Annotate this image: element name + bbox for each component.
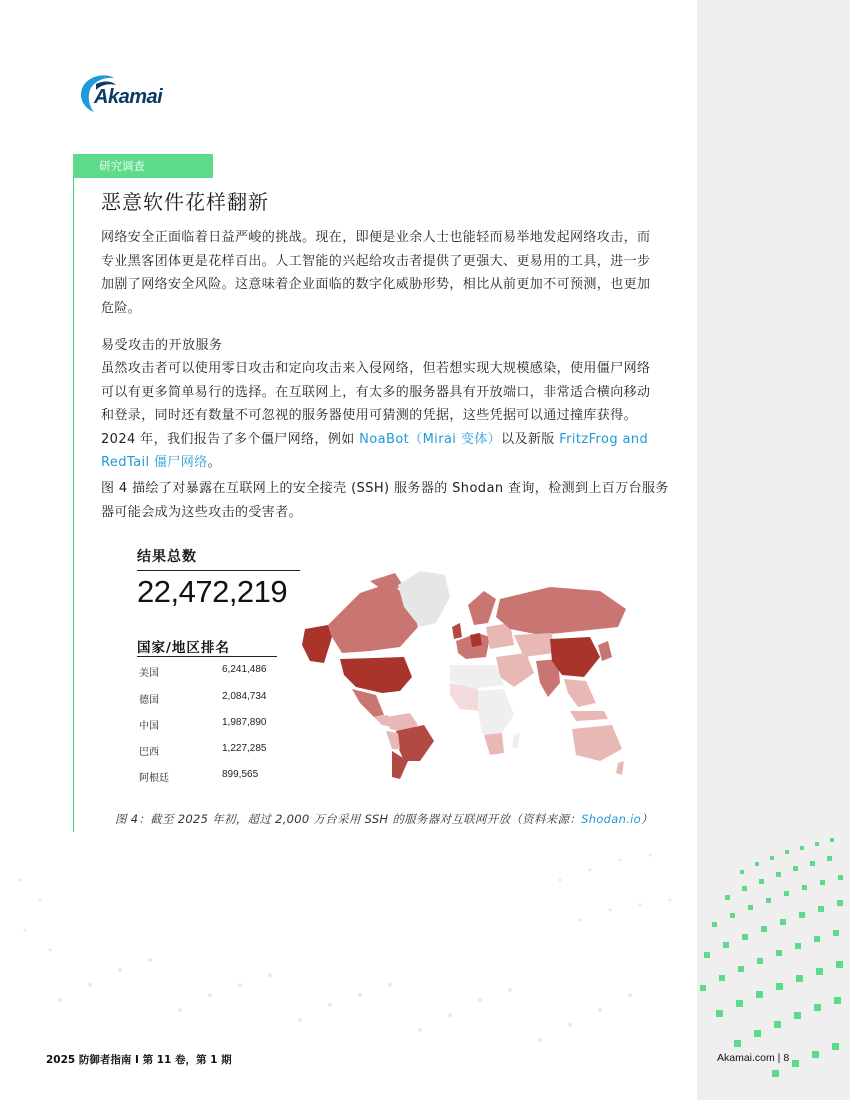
- map-australia: [572, 725, 622, 761]
- body-line-4: [101, 428, 673, 452]
- country-value: 1,227,285: [222, 743, 267, 754]
- intro-line-1: 网络安全正面临着日益严峻的挑战。现在，即便是业余人士也能轻而易举地发起网络攻击，而: [101, 230, 651, 245]
- country-value: 2,084,734: [222, 691, 267, 702]
- country-ranking-label: 国家/地区排名: [137, 640, 230, 656]
- body-line-3: 和登录，同时还有数量不可忽视的服务器使用可猜测的凭据，这些凭据可以通过撞库获得。: [101, 408, 638, 423]
- figure-intro-line-1: 图 4 描绘了对暴露在互联网上的安全接壳 (SSH) 服务器的 Shodan 查询，检测到上百万台服务: [101, 481, 669, 496]
- caption-suffix: ）: [641, 812, 653, 826]
- map-russia: [496, 587, 626, 635]
- body-line-2: 可以有更多简单易行的选择。在互联网上，有太多的服务器具有开放端口，非常适合横向移动: [101, 384, 651, 400]
- map-peru-bolivia: [386, 731, 400, 749]
- map-indonesia: [570, 711, 608, 721]
- fritzfrog-link[interactable]: FritzFrog and: [559, 431, 649, 447]
- map-alaska: [302, 625, 332, 663]
- map-usa: [340, 657, 412, 693]
- footer-publication-info: 2025 防御者指南 I 第 11 卷，第 1 期: [46, 1054, 232, 1066]
- intro-line-4: 危险。: [101, 300, 142, 316]
- caption-prefix: 图 4：截至 2025 年初，超过 2,000 万台采用 SSH 的服务器对互联网开放（资料来源：: [115, 812, 582, 826]
- body-line-4-prefix: 2024 年，我们报告了多个僵尸网络，例如: [101, 431, 360, 447]
- map-new-zealand: [616, 761, 624, 775]
- map-central-africa: [478, 689, 514, 741]
- noabot-link[interactable]: NoaBot（Mirai 变体）: [359, 431, 502, 447]
- country-name: 巴西: [139, 747, 159, 758]
- intro-paragraph: [101, 226, 673, 320]
- map-japan-korea: [598, 641, 612, 661]
- redtail-link[interactable]: RedTail 僵尸网络: [101, 455, 208, 470]
- footer-site-page: Akamai.com | 8: [717, 1052, 790, 1064]
- country-name: 阿根廷: [139, 773, 169, 784]
- world-map-choropleth: [300, 565, 630, 780]
- page-title: 恶意软件花样翻新: [101, 190, 269, 214]
- body-line-5: [101, 451, 673, 475]
- body-line-1: 虽然攻击者可以使用零日攻击和定向攻击来入侵网络，但若想实现大规模感染，使用僵尸网络: [101, 361, 651, 376]
- map-brazil: [396, 725, 434, 761]
- country-value: 1,987,890: [222, 717, 267, 728]
- country-row: [139, 717, 279, 737]
- total-results-rule: [137, 570, 300, 571]
- country-value: 899,565: [222, 769, 259, 780]
- section-divider-line: [73, 178, 74, 832]
- shodan-link[interactable]: Shodan.io: [581, 812, 641, 826]
- section-subheading: 易受攻击的开放服务: [101, 338, 223, 353]
- akamai-logo[interactable]: [74, 72, 174, 120]
- country-name: 中国: [139, 721, 159, 732]
- country-row: [139, 769, 279, 789]
- map-mexico: [352, 689, 384, 717]
- map-southeast-asia: [564, 679, 596, 707]
- logo-wordmark: Akamai: [94, 86, 163, 108]
- intro-line-2: 专业黑客团体更是花样百出。人工智能的兴起给攻击者提供了更强大、更易用的工具，进一步: [101, 253, 651, 269]
- country-row: [139, 664, 279, 684]
- section-tag: 研究调查: [73, 154, 213, 178]
- country-row: [139, 743, 279, 763]
- figure-intro-paragraph: [101, 477, 673, 524]
- map-scandinavia: [468, 591, 496, 625]
- country-ranking-rule: [137, 656, 277, 657]
- total-results-value: 22,472,219: [137, 574, 288, 609]
- country-name: 德国: [139, 695, 159, 706]
- country-row: [139, 691, 279, 711]
- map-south-africa: [484, 733, 504, 755]
- figure-caption: [115, 811, 653, 827]
- body-line-5-suffix: 。: [207, 455, 222, 470]
- intro-line-3: 加剧了网络安全风险。这意味着企业面临的数字化威胁形势，相比从前更加不可预测，也更加: [101, 277, 651, 292]
- figure-intro-line-2: 器可能会成为这些攻击的受害者。: [101, 504, 303, 520]
- map-uk: [452, 623, 462, 639]
- country-name: 美国: [139, 668, 159, 679]
- map-central-asia: [514, 633, 554, 657]
- map-madagascar: [512, 733, 520, 749]
- map-germany: [470, 633, 482, 647]
- body-paragraph: [101, 357, 673, 475]
- country-value: 6,241,486: [222, 664, 267, 675]
- total-results-label: 结果总数: [137, 549, 197, 565]
- body-line-4-mid: 以及新版: [501, 431, 560, 447]
